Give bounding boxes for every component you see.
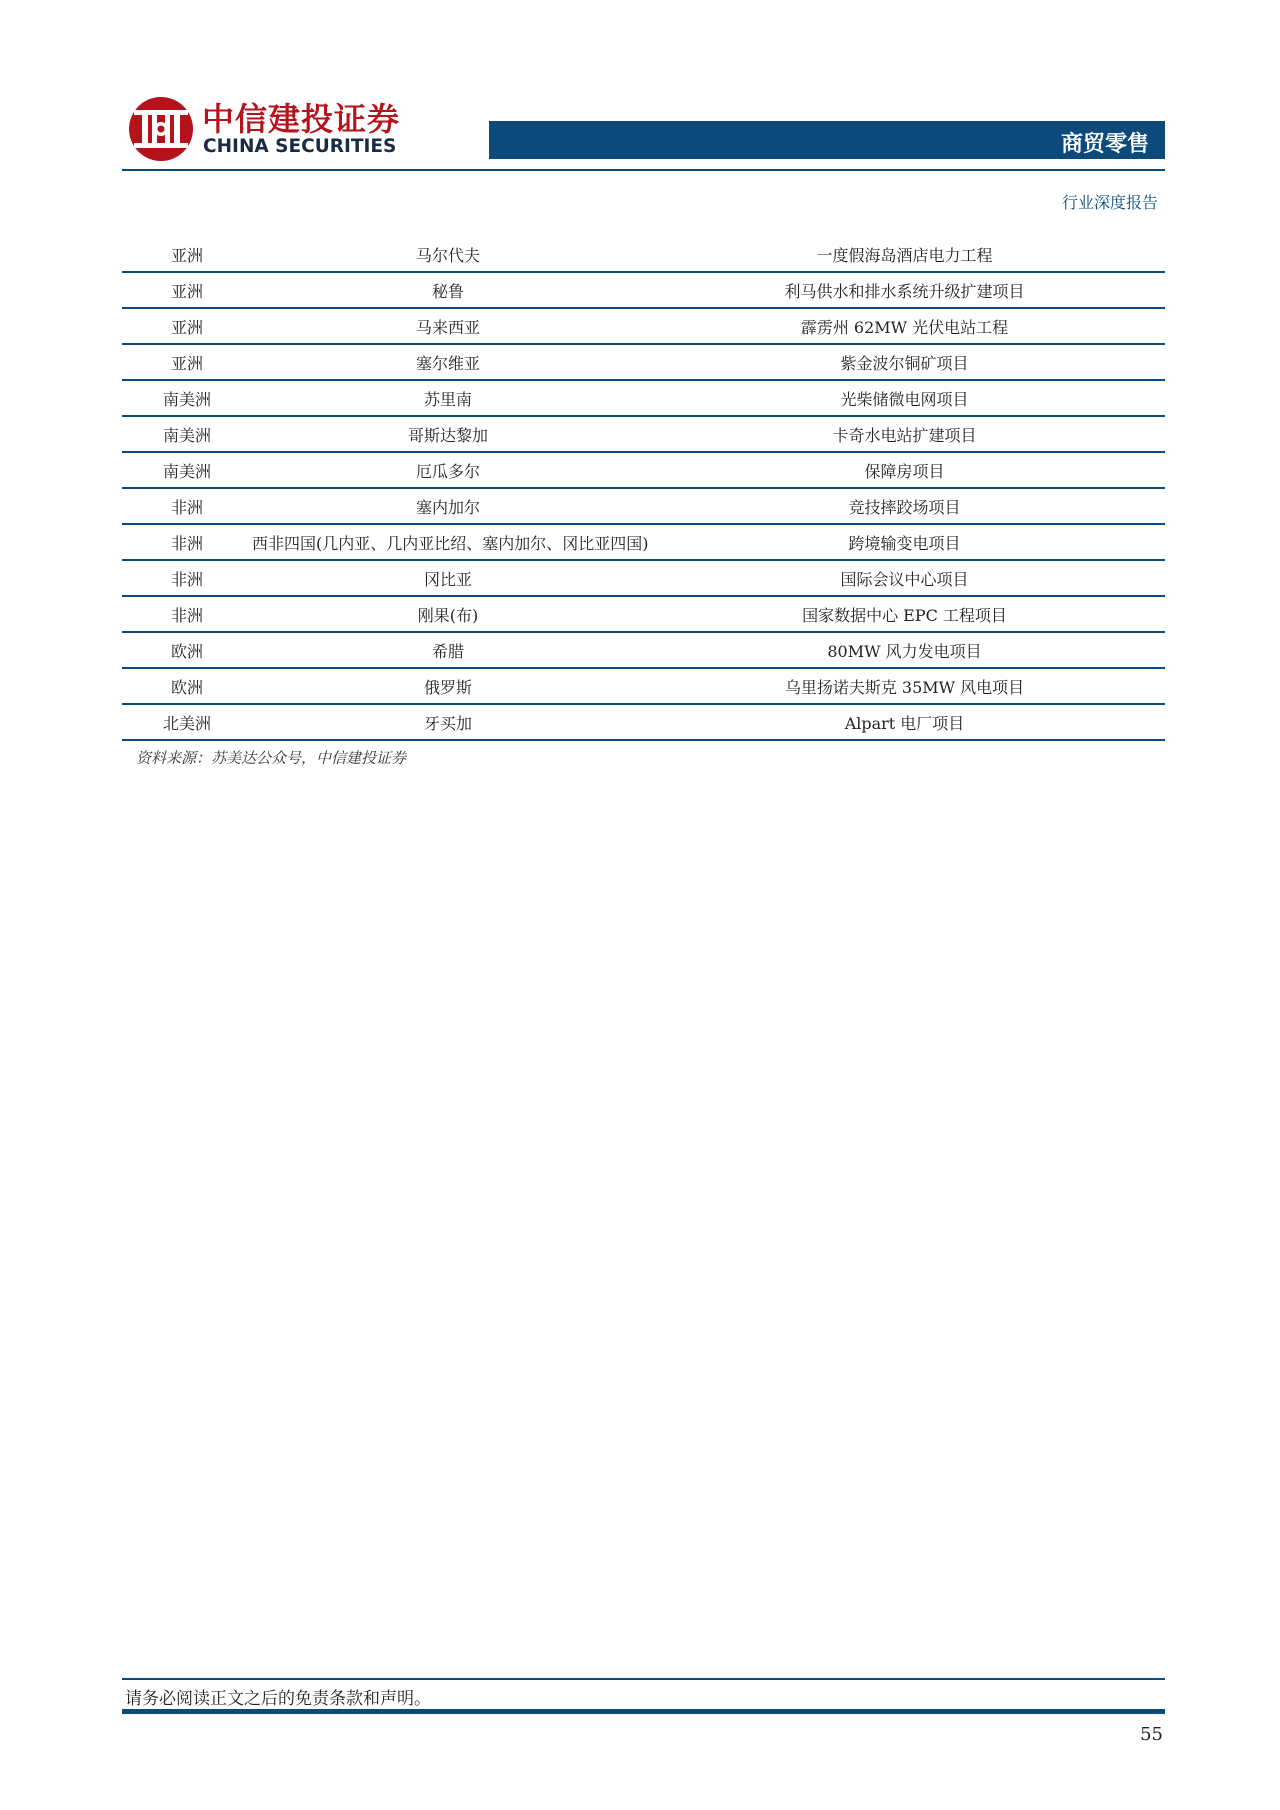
project-cell: 光柴储微电网项目 [840, 389, 969, 409]
region-cell: 欧洲 [170, 677, 203, 697]
country-cell: 马来西亚 [415, 317, 480, 337]
country-cell: 厄瓜多尔 [415, 461, 480, 481]
project-cell: 紫金波尔铜矿项目 [840, 353, 969, 373]
country-cell: 塞尔维亚 [415, 353, 480, 373]
table-row [122, 561, 1165, 597]
project-cell: 保障房项目 [864, 461, 945, 481]
region-cell: 南美洲 [162, 461, 211, 481]
project-cell: 利马供水和排水系统升级扩建项目 [784, 281, 1025, 301]
table-row [122, 309, 1165, 345]
project-cell: 卡奇水电站扩建项目 [832, 425, 977, 445]
disclaimer: 请务必阅读正文之后的免责条款和声明。 [125, 1689, 431, 1709]
region-cell: 非洲 [170, 569, 203, 589]
logo-chinese-name: 中信建投证券 [202, 100, 401, 138]
logo-english-name: CHINA SECURITIES [203, 136, 397, 157]
country-cell: 刚果(布) [417, 605, 479, 625]
table-row [122, 273, 1165, 309]
region-cell: 北美洲 [162, 713, 211, 733]
country-cell: 牙买加 [423, 713, 472, 733]
sector-label: 商贸零售 [1060, 132, 1149, 157]
region-cell: 亚洲 [170, 281, 203, 301]
table-row [122, 489, 1165, 525]
project-cell: 国家数据中心 EPC 工程项目 [802, 605, 1007, 625]
country-cell: 西非四国(几内亚、几内亚比绍、塞内加尔、冈比亚四国) [252, 533, 649, 553]
country-cell: 俄罗斯 [423, 677, 472, 697]
project-cell: 霹雳州 62MW 光伏电站工程 [800, 317, 1009, 337]
table-row [122, 345, 1165, 381]
project-cell: Alpart 电厂项目 [844, 713, 965, 733]
table-row [122, 633, 1165, 669]
table-row [122, 381, 1165, 417]
country-cell: 希腊 [431, 641, 464, 661]
page-number: 55 [1140, 1724, 1163, 1745]
table-row [122, 417, 1165, 453]
region-cell: 非洲 [170, 497, 203, 517]
source-note: 资料来源：苏美达公众号，中信建投证券 [136, 749, 407, 767]
project-cell: 乌里扬诺夫斯克 35MW 风电项目 [784, 677, 1025, 697]
header-divider [122, 169, 1165, 171]
footer-divider-thick [122, 1709, 1165, 1714]
table-row [122, 597, 1165, 633]
project-cell: 80MW 风力发电项目 [827, 641, 982, 661]
country-cell: 塞内加尔 [415, 497, 480, 517]
project-cell: 跨境输变电项目 [848, 533, 961, 553]
table-row [122, 237, 1165, 273]
region-cell: 欧洲 [170, 641, 203, 661]
country-cell: 马尔代夫 [415, 245, 480, 265]
project-cell: 国际会议中心项目 [840, 569, 969, 589]
region-cell: 非洲 [170, 605, 203, 625]
report-type: 行业深度报告 [1061, 193, 1158, 212]
region-cell: 亚洲 [170, 317, 203, 337]
project-cell: 竞技摔跤场项目 [848, 497, 961, 517]
country-cell: 冈比亚 [423, 569, 472, 589]
country-cell: 苏里南 [423, 389, 472, 409]
sector-banner [489, 121, 1165, 159]
region-cell: 南美洲 [162, 425, 211, 445]
table-row [122, 705, 1165, 741]
region-cell: 亚洲 [170, 245, 203, 265]
footer-divider-thin [122, 1678, 1165, 1680]
region-cell: 亚洲 [170, 353, 203, 373]
table-row [122, 669, 1165, 705]
citic-logo-icon [128, 96, 194, 162]
table-row [122, 453, 1165, 489]
country-cell: 秘鲁 [431, 281, 464, 301]
company-logo [128, 94, 428, 166]
region-cell: 南美洲 [162, 389, 211, 409]
region-cell: 非洲 [170, 533, 203, 553]
project-table [122, 237, 1165, 741]
country-cell: 哥斯达黎加 [407, 425, 488, 445]
table-row [122, 525, 1165, 561]
project-cell: 一度假海岛酒店电力工程 [816, 245, 993, 265]
